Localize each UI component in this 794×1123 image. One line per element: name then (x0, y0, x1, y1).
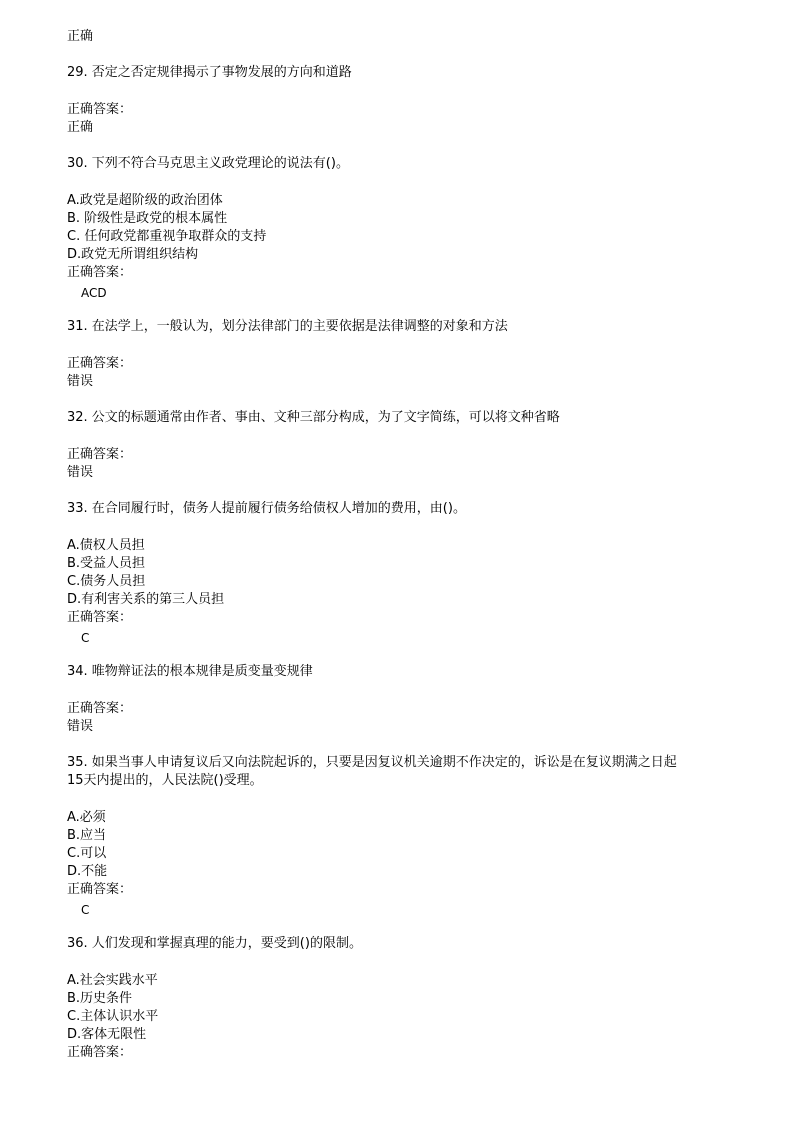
question-36-text: 36. 人们发现和掌握真理的能力，要受到()的限制。 (67, 936, 362, 951)
question-31-answer-label: 正确答案： (67, 356, 133, 371)
question-33-option-c: C.债务人员担 (67, 574, 146, 589)
question-35-text-line-1: 35. 如果当事人申请复议后又向法院起诉的，只要是因复议机关逾期不作决定的，诉讼是在复议期满之日起 (67, 755, 677, 770)
question-30-option-c: C. 任何政党都重视争取群众的支持 (67, 229, 267, 244)
question-35-answer: C (81, 903, 90, 917)
question-30-option-a: A.政党是超阶级的政治团体 (67, 193, 223, 208)
question-31-answer: 错误 (67, 374, 94, 389)
question-30-option-b: B. 阶级性是政党的根本属性 (67, 211, 228, 226)
question-32-text: 32. 公文的标题通常由作者、事由、文种三部分构成，为了文字简练，可以将文种省略 (67, 410, 560, 425)
question-35-option-c: C.可以 (67, 846, 107, 861)
question-33-option-a: A.债权人员担 (67, 538, 145, 553)
question-33-answer: C (81, 631, 90, 645)
question-32-answer-label: 正确答案： (67, 447, 133, 462)
question-32-answer: 错误 (67, 465, 94, 480)
question-33-option-b: B.受益人员担 (67, 556, 146, 571)
question-34-text: 34. 唯物辩证法的根本规律是质变量变规律 (67, 664, 313, 679)
question-33-answer-label: 正确答案： (67, 610, 133, 625)
question-33-option-d: D.有利害关系的第三人员担 (67, 592, 225, 607)
question-35-text-line-2: 15天内提出的，人民法院()受理。 (67, 773, 263, 788)
question-36-option-c: C.主体认识水平 (67, 1009, 159, 1024)
question-34-answer: 错误 (67, 719, 94, 734)
question-35-option-a: A.必须 (67, 810, 106, 825)
question-29-answer: 正确 (67, 120, 94, 135)
question-31-text: 31. 在法学上，一般认为，划分法律部门的主要依据是法律调整的对象和方法 (67, 319, 508, 334)
question-30-option-d: D.政党无所谓组织结构 (67, 247, 199, 262)
question-35-option-d: D.不能 (67, 864, 108, 879)
question-29-answer-label: 正确答案： (67, 102, 133, 117)
question-30-text: 30. 下列不符合马克思主义政党理论的说法有()。 (67, 156, 349, 171)
question-35-answer-label: 正确答案： (67, 882, 133, 897)
question-36-option-a: A.社会实践水平 (67, 973, 158, 988)
question-29-text: 29. 否定之否定规律揭示了事物发展的方向和道路 (67, 65, 352, 80)
question-36-option-d: D.客体无限性 (67, 1027, 147, 1042)
question-33-text: 33. 在合同履行时，债务人提前履行债务给债权人增加的费用，由()。 (67, 501, 466, 516)
question-36-option-b: B.历史条件 (67, 991, 133, 1006)
previous-answer-value: 正确 (67, 29, 94, 44)
question-30-answer: ACD (81, 286, 107, 300)
question-36-answer-label: 正确答案： (67, 1045, 133, 1060)
question-34-answer-label: 正确答案： (67, 701, 133, 716)
question-35-option-b: B.应当 (67, 828, 107, 843)
question-30-answer-label: 正确答案： (67, 265, 133, 280)
